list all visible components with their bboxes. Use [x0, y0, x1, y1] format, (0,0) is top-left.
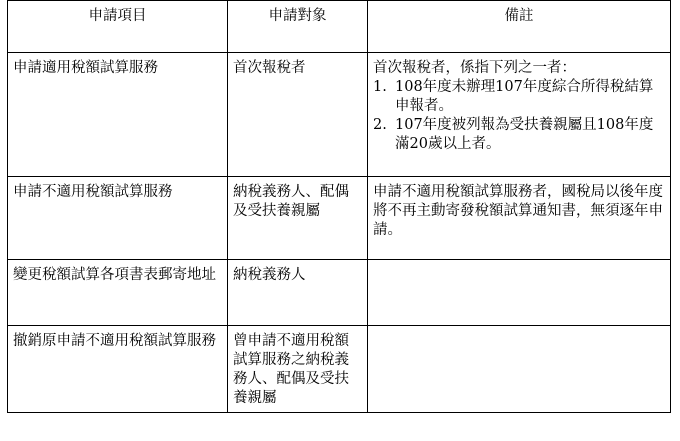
cell-note	[368, 326, 671, 413]
cell-item: 變更稅額試算各項書表郵寄地址	[8, 260, 228, 326]
cell-note	[368, 260, 671, 326]
list-number: 1.	[373, 79, 387, 95]
table-row	[8, 177, 671, 260]
cell-target: 首次報稅者	[228, 53, 368, 177]
list-number: 2.	[373, 117, 387, 133]
application-table	[7, 0, 671, 413]
table-row	[8, 260, 671, 326]
note-list-item	[373, 78, 666, 116]
table-row	[8, 326, 671, 413]
header-applicant: 申請對象	[228, 1, 368, 53]
cell-note	[368, 53, 671, 177]
list-text: 108年度未辦理107年度綜合所得稅結算申報者。	[395, 79, 654, 114]
note-intro: 首次報稅者，係指下列之一者：	[373, 60, 576, 76]
cell-target: 納稅義務人	[228, 260, 368, 326]
table-header-row	[8, 1, 671, 53]
note-list	[373, 78, 666, 154]
list-text: 107年度被列報為受扶養親屬且108年度滿20歲以上者。	[395, 117, 654, 152]
cell-item: 撤銷原申請不適用稅額試算服務	[8, 326, 228, 413]
cell-item: 申請適用稅額試算服務	[8, 53, 228, 177]
cell-target: 納稅義務人、配偶及受扶養親屬	[228, 177, 368, 260]
header-remarks: 備註	[368, 1, 671, 53]
table-row	[8, 53, 671, 177]
header-application-item: 申請項目	[8, 1, 228, 53]
cell-target: 曾申請不適用稅額試算服務之納稅義務人、配偶及受扶養親屬	[228, 326, 368, 413]
note-list-item	[373, 116, 666, 154]
cell-item: 申請不適用稅額試算服務	[8, 177, 228, 260]
cell-note: 申請不適用稅額試算服務者，國稅局以後年度將不再主動寄發稅額試算通知書，無須逐年申請。	[368, 177, 671, 260]
